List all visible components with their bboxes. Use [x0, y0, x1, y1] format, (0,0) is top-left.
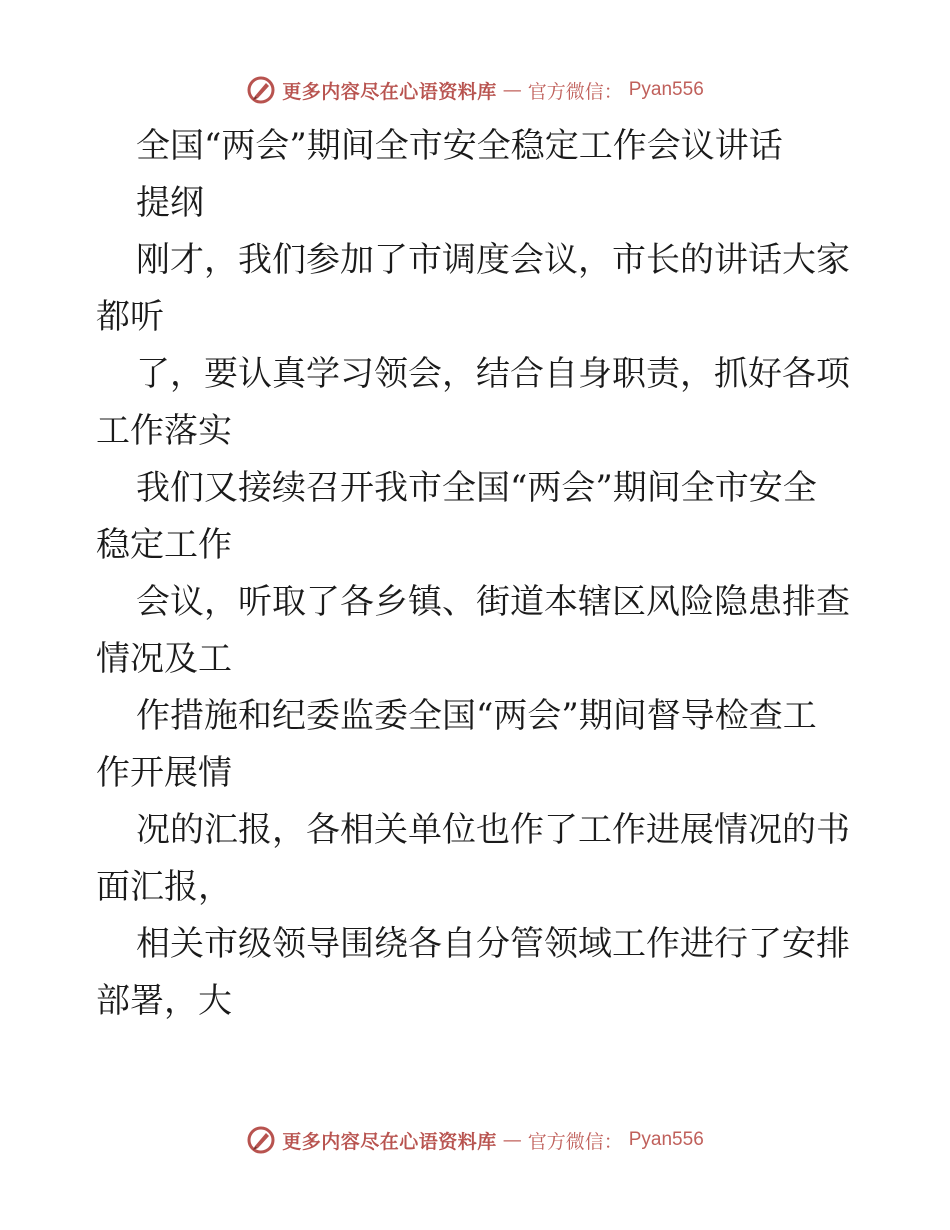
- document-line: 提纲: [136, 183, 204, 223]
- header-banner: [0, 70, 950, 110]
- document-line: 都听: [96, 297, 164, 337]
- pen-logo-icon: [246, 75, 276, 105]
- banner-dash: —: [502, 79, 522, 101]
- document-line: 作措施和纪委监委全国“两会”期间督导检查工: [136, 696, 817, 736]
- document-line: 工作落实: [96, 411, 232, 451]
- document-line: 了，要认真学习领会，结合自身职责，抓好各项: [136, 354, 850, 394]
- document-line: 稳定工作: [96, 525, 232, 565]
- document-line: 会议，听取了各乡镇、街道本辖区风险隐患排查: [136, 582, 850, 622]
- document-line: 作开展情: [96, 753, 232, 793]
- pen-logo-icon: [246, 1125, 276, 1155]
- document-line: 全国“两会”期间全市安全稳定工作会议讲话: [136, 126, 783, 166]
- document-line: 况的汇报，各相关单位也作了工作进展情况的书: [136, 810, 850, 850]
- banner-wechat-id: Pyan556: [628, 79, 704, 100]
- footer-banner: [0, 1120, 950, 1160]
- document-line: 情况及工: [96, 639, 232, 679]
- banner-wechat-label: 官方微信：: [527, 1130, 623, 1153]
- banner-dash: —: [502, 1129, 522, 1151]
- banner-wechat-label: 官方微信：: [527, 80, 623, 103]
- document-line: 相关市级领导围绕各自分管领域工作进行了安排: [136, 924, 850, 964]
- banner-title: 更多内容尽在心语资料库: [282, 80, 497, 103]
- banner-title: 更多内容尽在心语资料库: [282, 1130, 497, 1153]
- document-line: 我们又接续召开我市全国“两会”期间全市安全: [136, 468, 817, 508]
- document-line: 刚才，我们参加了市调度会议，市长的讲话大家: [136, 240, 850, 280]
- banner-wechat-id: Pyan556: [628, 1129, 704, 1150]
- document-line: 部署，大: [96, 981, 232, 1021]
- document-body: [96, 118, 856, 1030]
- document-line: 面汇报，: [96, 867, 232, 907]
